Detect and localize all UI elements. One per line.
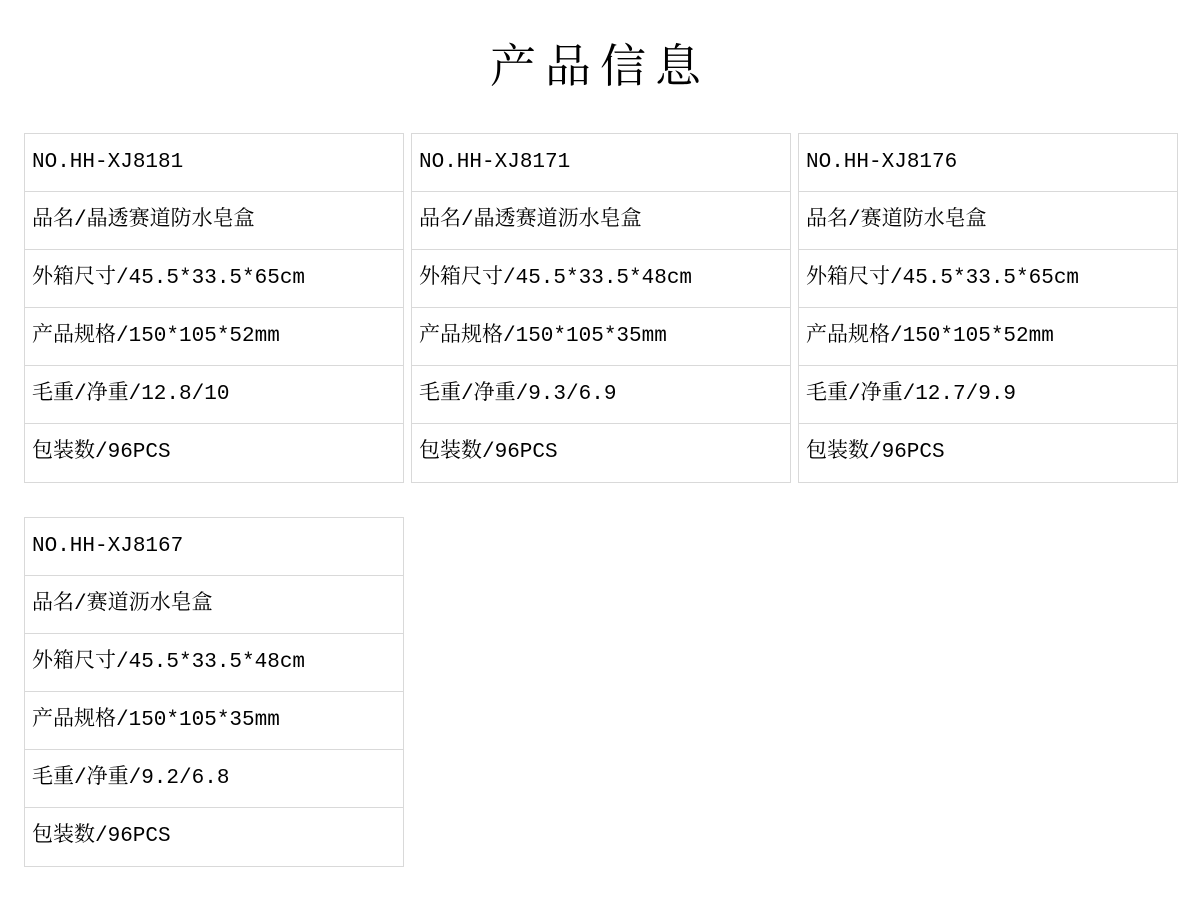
product-name: 品名/晶透赛道沥水皂盒: [412, 192, 790, 250]
product-name: 品名/赛道沥水皂盒: [25, 576, 403, 634]
product-no: NO.HH-XJ8171: [412, 134, 790, 192]
packing-qty: 包装数/96PCS: [806, 441, 945, 465]
product-no: NO.HH-XJ8176: [799, 134, 1177, 192]
packing-qty: 包装数/96PCS: [419, 441, 558, 465]
product-table-xj8167: [24, 517, 404, 867]
packing-qty: 包装数/96PCS: [32, 825, 171, 849]
carton-size: 外箱尺寸/45.5*33.5*65cm: [25, 250, 403, 308]
gross-net-weight: 毛重/净重/12.7/9.9: [799, 366, 1177, 424]
page-title: 产品信息: [490, 39, 710, 93]
product-tables-row-1: [24, 133, 1176, 483]
carton-size: 外箱尺寸/45.5*33.5*48cm: [25, 634, 403, 692]
carton-size: 外箱尺寸/45.5*33.5*48cm: [412, 250, 790, 308]
content-area: [24, 133, 1176, 867]
product-no: NO.HH-XJ8181: [25, 134, 403, 192]
product-table-xj8171: [411, 133, 791, 483]
gross-net-weight: 毛重/净重/9.2/6.8: [25, 750, 403, 808]
product-tables-row-2: [24, 517, 1176, 867]
product-spec: 产品规格/150*105*35mm: [25, 692, 403, 750]
product-spec: 产品规格/150*105*52mm: [799, 308, 1177, 366]
product-spec: 产品规格/150*105*52mm: [25, 308, 403, 366]
product-spec: 产品规格/150*105*35mm: [412, 308, 790, 366]
carton-size: 外箱尺寸/45.5*33.5*65cm: [799, 250, 1177, 308]
product-table-xj8181: [24, 133, 404, 483]
packing-qty: 包装数/96PCS: [32, 441, 171, 465]
gross-net-weight: 毛重/净重/9.3/6.9: [412, 366, 790, 424]
product-table-xj8176: [798, 133, 1178, 483]
gross-net-weight: 毛重/净重/12.8/10: [25, 366, 403, 424]
product-no: NO.HH-XJ8167: [25, 518, 403, 576]
product-name: 品名/赛道防水皂盒: [799, 192, 1177, 250]
product-name: 品名/晶透赛道防水皂盒: [25, 192, 403, 250]
